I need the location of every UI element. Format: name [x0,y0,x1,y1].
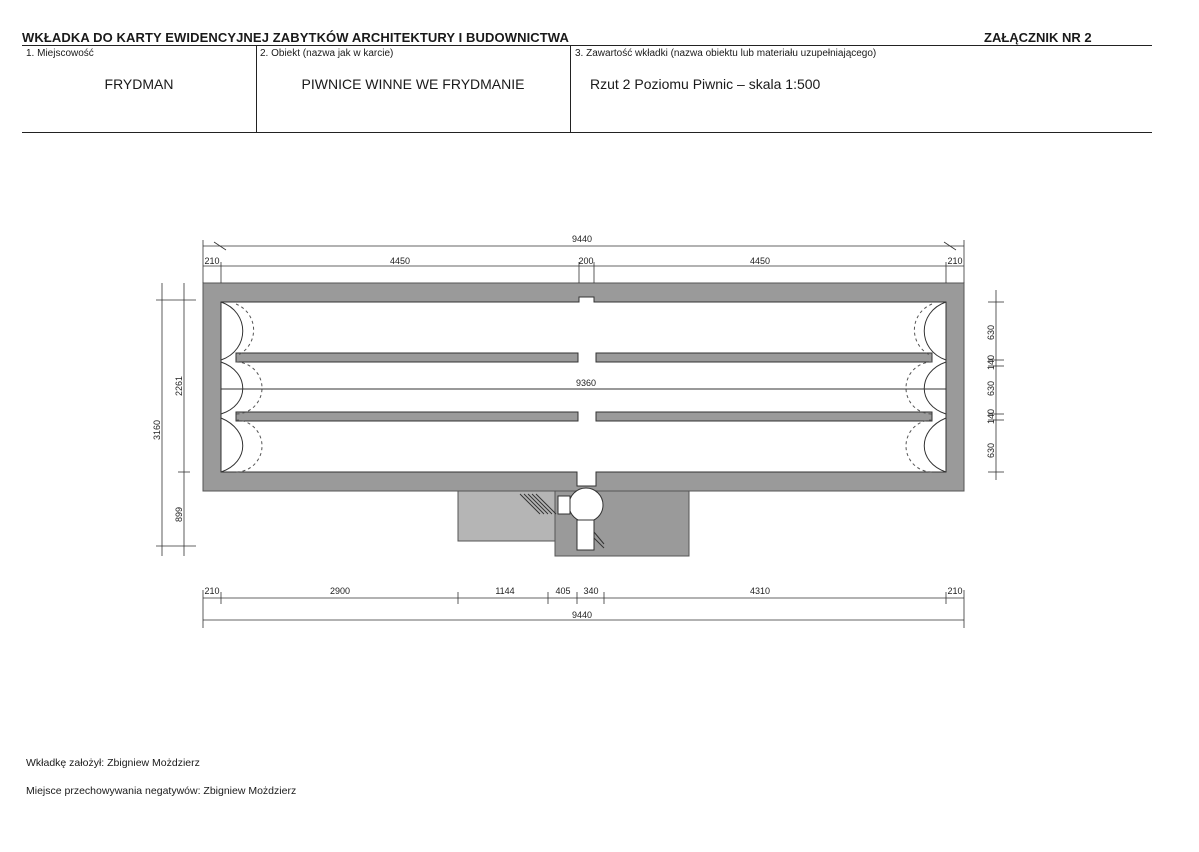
dim-right: 630 [986,380,996,396]
object-value: PIWNICE WINNE WE FRYDMANIE [301,76,525,92]
dim-top-segment: 210 [204,256,220,266]
dim-top-overall: 9440 [571,234,593,244]
dim-bottom-segment: 405 [555,586,571,596]
partition-wall [236,353,578,362]
object-label: 2. Obiekt (nazwa jak w karcie) [260,48,394,59]
dim-right: 630 [986,442,996,458]
locality-label: 1. Miejscowość [26,48,94,59]
dim-bottom-segment: 210 [947,586,963,596]
negatives-location-note: Miejsce przechowywania negatywów: Zbigniew Możdzierz [26,785,297,797]
dim-bottom-overall: 9440 [571,610,593,620]
dim-left-upper: 2261 [174,375,184,396]
partition-wall [236,412,578,421]
stair-passage [558,496,570,514]
interior-space [221,297,946,486]
dim-bottom-segment: 2900 [329,586,351,596]
dim-top-segment: 210 [947,256,963,266]
dim-bottom-segment: 1144 [495,586,515,596]
dim-left-overall: 3160 [152,419,162,440]
dim-top-segment: 200 [578,256,594,266]
partition-wall [596,353,932,362]
central-shaft [569,488,603,522]
dim-right: 140 [986,354,996,370]
dim-inner-length: 9360 [575,378,597,388]
dim-right: 140 [986,408,996,424]
document-title: WKŁADKA DO KARTY EWIDENCYJNEJ ZABYTKÓW ARCHITEKTURY I BUDOWNICTWA [22,30,569,45]
annex-label: ZAŁĄCZNIK NR 2 [984,30,1092,45]
dim-top-segment: 4450 [389,256,411,266]
dim-bottom-segment: 210 [204,586,220,596]
founded-by-note: Wkładkę założył: Zbigniew Możdzierz [26,757,200,769]
dim-bottom-segment: 340 [583,586,599,596]
dim-left-lower: 899 [174,506,184,522]
locality-value: FRYDMAN [104,76,174,92]
content-value: Rzut 2 Poziomu Piwnic – skala 1:500 [590,76,821,92]
dim-right: 630 [986,324,996,340]
dim-top-segment: 4450 [749,256,771,266]
content-label: 3. Zawartość wkładki (nazwa obiektu lub materiału uzupełniającego) [575,48,877,59]
partition-wall [596,412,932,421]
dim-bottom-segment: 4310 [749,586,771,596]
stair-passage [577,520,594,550]
